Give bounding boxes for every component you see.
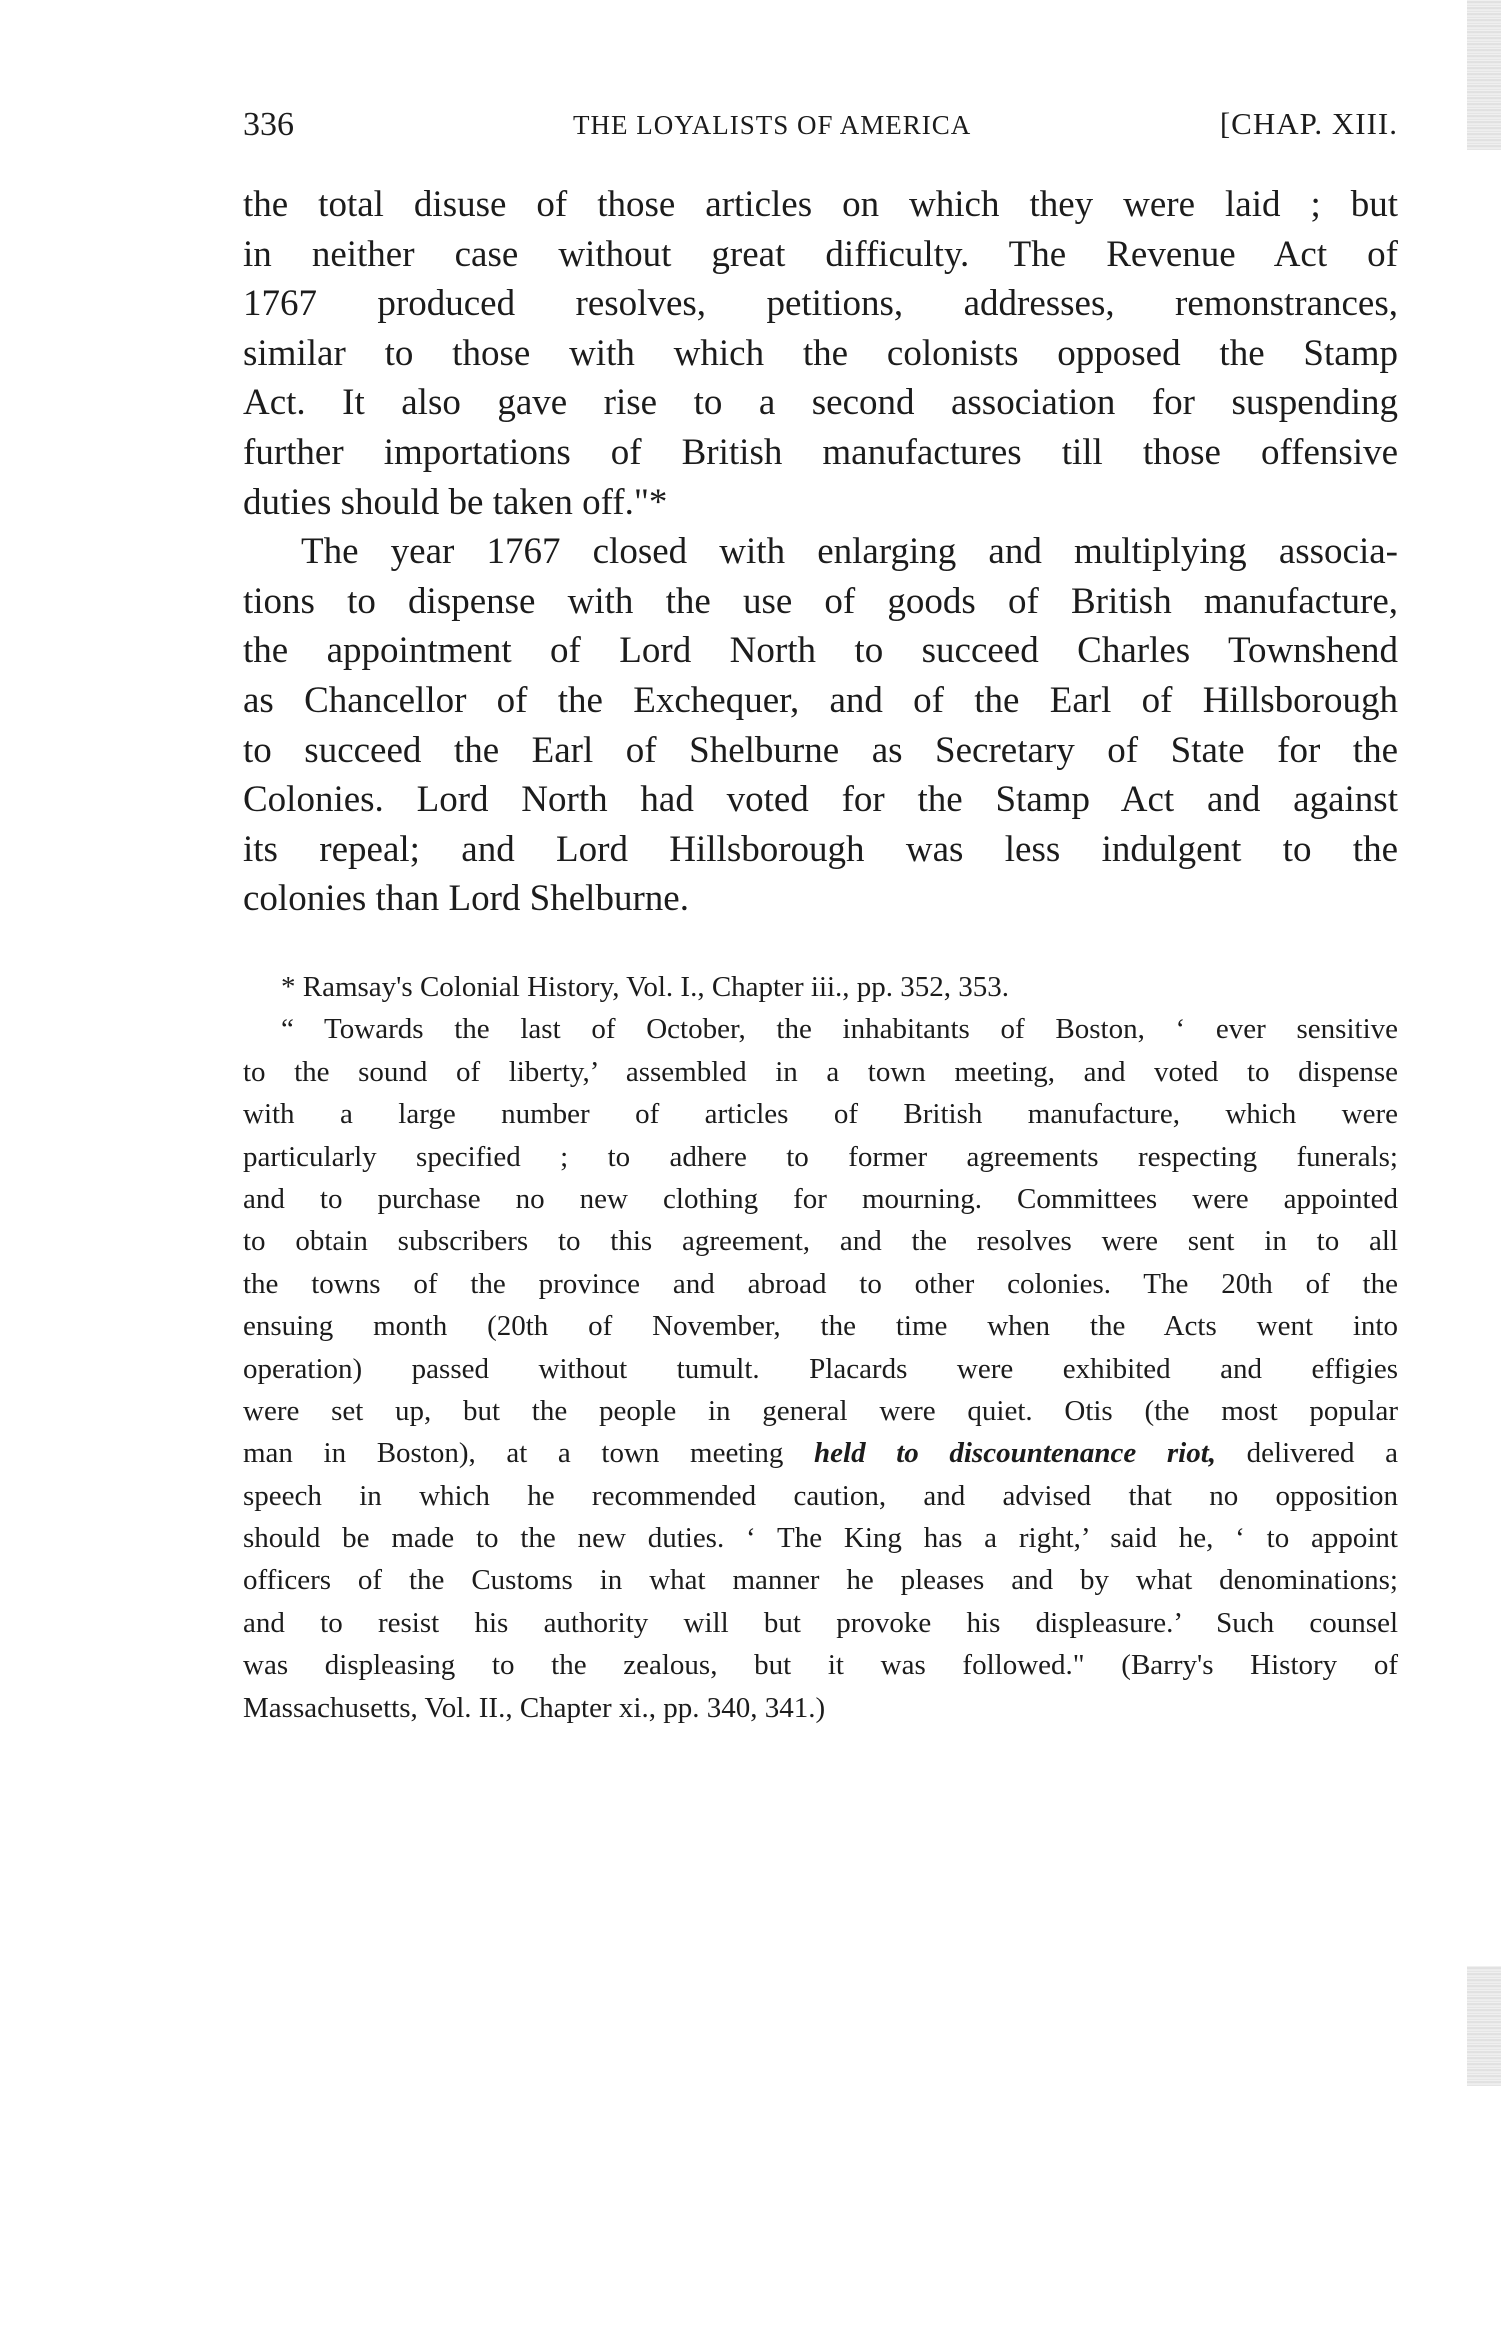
body-line: the total disuse of those articles on which they were laid ; but — [243, 184, 1398, 225]
footnote-line: and to resist his authority will but provoke his displeasure.’ Such counsel — [243, 1606, 1398, 1639]
running-head — [243, 106, 1398, 146]
body-line: to succeed the Earl of Shelburne as Secretary of State for the — [243, 729, 1398, 771]
footnote-line: to obtain subscribers to this agreement, and the resolves were sent in to all — [243, 1225, 1398, 1258]
footnote-text: delivered a — [1216, 1437, 1398, 1470]
footnote-line: the towns of the province and abroad to other colonies. The 20th of the — [243, 1267, 1398, 1300]
body-line: the appointment of Lord North to succeed Charles Townshend — [243, 630, 1398, 672]
footnote-line: with a large number of articles of British manufacture, which were — [243, 1098, 1398, 1131]
footnote-text: man in Boston), at a town meeting — [243, 1437, 815, 1470]
body-text — [243, 180, 1398, 924]
footnote-line: was displeasing to the zealous, but it was followed." (Barry's History of — [243, 1649, 1398, 1682]
body-line: tions to dispense with the use of goods of British manufacture, — [243, 580, 1398, 622]
chapter-label: [CHAP. XIII. — [1219, 106, 1398, 141]
body-line: its repeal; and Lord Hillsborough was less indulgent to the — [243, 828, 1398, 870]
footnote — [243, 966, 1398, 1729]
footnote-line: should be made to the new duties. ‘ The King has a right,’ said he, ‘ to appoint — [243, 1522, 1398, 1555]
footnote-line: and to purchase no new clothing for mourning. Committees were appointed — [243, 1182, 1398, 1215]
body-line: duties should be taken off."* — [243, 481, 668, 523]
body-line: The year 1767 closed with enlarging and multiplying associa- — [301, 531, 1398, 573]
footnote-line: were set up, but the people in general were quiet. Otis (the most popular — [243, 1394, 1398, 1427]
footnote-line-with-italic — [243, 1432, 1398, 1474]
body-line: further importations of British manufactures till those offensive — [243, 431, 1398, 473]
footnote-line: operation) passed without tumult. Placards were exhibited and effigies — [243, 1352, 1398, 1385]
footnote-line: “ Towards the last of October, the inhabitants of Boston, ‘ ever sensitive — [281, 1013, 1398, 1046]
footnote-line: officers of the Customs in what manner he pleases and by what denominations; — [243, 1564, 1398, 1597]
footnote-citation: * Ramsay's Colonial History, Vol. I., Chapter iii., pp. 352, 353. — [281, 971, 1010, 1003]
footnote-line: particularly specified ; to adhere to former agreements respecting funerals; — [243, 1140, 1398, 1173]
footnote-line: to the sound of liberty,’ assembled in a town meeting, and voted to dispense — [243, 1055, 1398, 1088]
footnote-line: ensuing month (20th of November, the time when the Acts went into — [243, 1310, 1398, 1343]
body-line: colonies than Lord Shelburne. — [243, 878, 689, 920]
body-line: Colonies. Lord North had voted for the Stamp Act and against — [243, 779, 1398, 821]
scan-edge-shadow-bottom — [1467, 1966, 1501, 2086]
body-line: 1767 produced resolves, petitions, addresses, remonstrances, — [243, 283, 1398, 325]
page-number: 336 — [243, 106, 294, 143]
footnote-line: speech in which he recommended caution, and advised that no opposition — [243, 1479, 1398, 1512]
body-line: as Chancellor of the Exchequer, and of the Earl of Hillsborough — [243, 679, 1398, 721]
footnote-line: Massachusetts, Vol. II., Chapter xi., pp. 340, 341.) — [243, 1691, 826, 1724]
body-line: Act. It also gave rise to a second association for suspending — [243, 382, 1398, 424]
body-line: similar to those with which the colonists opposed the Stamp — [243, 332, 1398, 374]
italic-phrase: held to discountenance riot, — [814, 1437, 1217, 1470]
scan-edge-shadow-top — [1467, 0, 1501, 150]
body-line: in neither case without great difficulty. The Revenue Act of — [243, 233, 1398, 275]
running-title: THE LOYALISTS OF AMERICA — [573, 110, 972, 140]
